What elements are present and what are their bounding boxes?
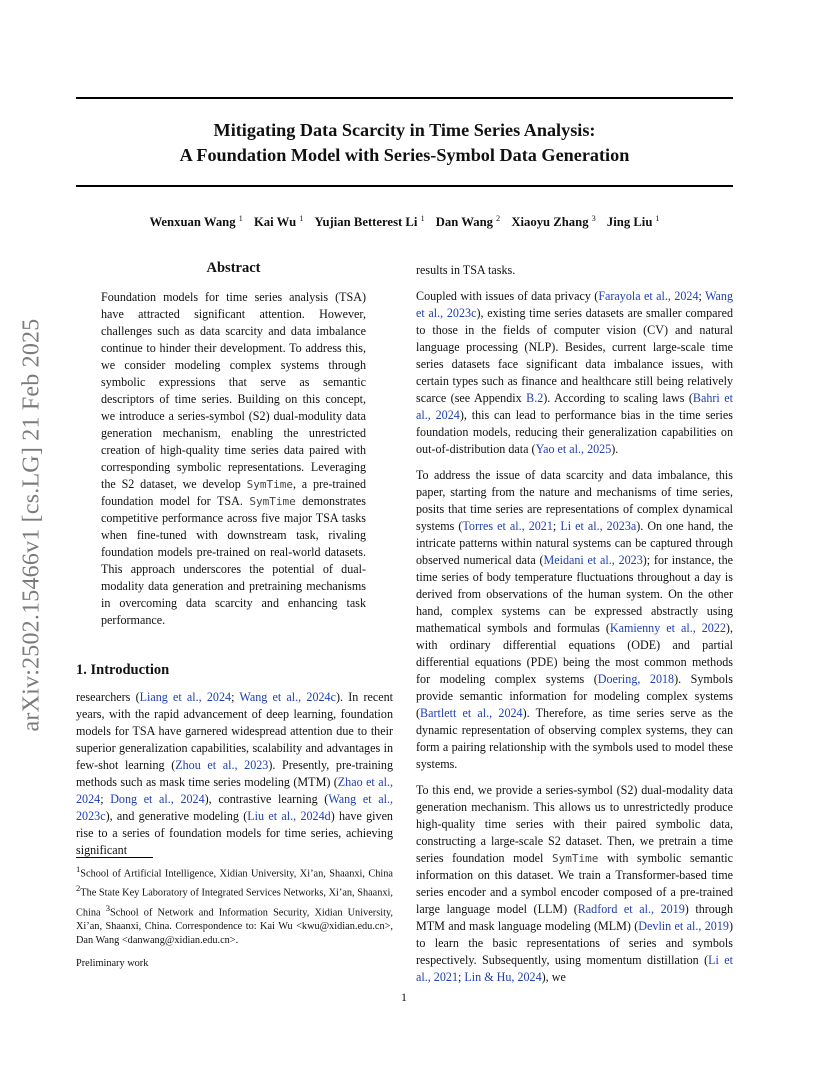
- citation-link[interactable]: Bartlett et al., 2024: [420, 706, 523, 720]
- citation-link[interactable]: Wang et al., 2023c: [416, 289, 733, 320]
- author: Yujian Betterest Li $^1$: [314, 214, 425, 230]
- title-bottom-rule: [76, 185, 733, 187]
- paragraph: Coupled with issues of data privacy (Farayola et al., 2024; Wang et al., 2023c), existing time series datasets are smaller compared to those in the fields of computer vision (CV) and natural language processing (NLP). Besides, current large-scale time series datasets face significant data imbalance issues, with certain types such as finance and healthcare still being relatively scarce (see Appendix B.2). According to scaling laws (Bahri et al., 2024), this can lead to performance bias in the time series foundation models, reducing their generalization capabilities on out-of-distribution data (Yao et al., 2025).: [416, 289, 733, 456]
- paper-title: [76, 118, 733, 168]
- citation-link[interactable]: Zhou et al., 2023: [175, 758, 269, 772]
- citation-link[interactable]: Liang et al., 2024: [139, 690, 232, 704]
- citation-link[interactable]: Torres et al., 2021: [462, 519, 553, 533]
- title-line-2: A Foundation Model with Series-Symbol Data Generation: [179, 145, 630, 165]
- author: Dan Wang $^2$: [435, 214, 501, 230]
- author: Jing Liu $^1$: [606, 214, 660, 230]
- citation-link[interactable]: Radford et al., 2019: [577, 902, 685, 916]
- page-number: 1: [401, 990, 407, 1004]
- citation-link[interactable]: Liu et al., 2024d: [247, 809, 331, 823]
- citation-link[interactable]: Meidani et al., 2023: [543, 553, 643, 567]
- citation-link[interactable]: Bahri et al., 2024: [416, 391, 733, 422]
- intro-paragraph: researchers (Liang et al., 2024; Wang et al., 2024c). In recent years, with the rapid advancement of deep learning, foundation models for TSA have garnered widespread attention due to their superior generalization capabilities, scalability and advantages in few-shot learning (Zhou et al., 2023). Presently, pre-training methods such as mask time series modeling (MTM) (Zhao et al., 2024; Dong et al., 2024), contrastive learning (Wang et al., 2023c), and generative modeling (Liu et al., 2024d) have given rise to a series of foundation models for time series, achieving significant: [76, 690, 394, 857]
- citation-link[interactable]: Yao et al., 2025: [535, 442, 612, 456]
- abstract-body: Foundation models for time series analysis (TSA) have attracted significant attention. However, challenges such as data scarcity and data imbalance continue to hinder their development. To address this, we consider modeling complex systems through symbolic expressions that serve as semantic descriptors of time series. Building on this concept, we introduce a series-symbol (S2) dual-modulity data generation mechanism, enabling the unrestricted creation of high-quality time series data paired with corresponding symbolic representations. Leveraging the S2 dataset, we develop SymTime, a pre-trained foundation model for TSA. SymTime demonstrates competitive performance across five major TSA tasks when fine-tuned with downstream task, rivaling foundation models pre-trained on real-world datasets. This approach underscores the potential of dual-modality data generation and pretraining mechanisms in overcoming data scarcity and enhancing task performance.: [101, 290, 366, 627]
- symtime-code: SymTime: [246, 478, 293, 491]
- arxiv-stamp-text: arXiv:2502.15466v1 [cs.LG] 21 Feb 2025: [18, 318, 45, 732]
- footnote-rule: [76, 857, 153, 858]
- citation-link[interactable]: Doering, 2018: [597, 672, 675, 686]
- citation-link[interactable]: Wang et al., 2023c: [76, 792, 393, 823]
- title-line-1: Mitigating Data Scarcity in Time Series Analysis:: [213, 120, 596, 140]
- citation-link[interactable]: Kamienny et al., 2022: [609, 621, 726, 635]
- citation-link[interactable]: Devlin et al., 2019: [638, 919, 729, 933]
- paragraph: To address the issue of data scarcity and data imbalance, this paper, starting from the nature and mechanisms of time series, posits that time series are representations of complex dynamical systems (Torres et al., 2021; Li et al., 2023a). On one hand, the intricate patterns within natural systems can be captured through observed numerical data (Meidani et al., 2023); for instance, the time series of body temperature fluctuations throughout a day is derived from observations of the human system. On the other hand, complex systems can be expressed abstractly using mathematical symbols and formulas (Kamienny et al., 2022), with ordinary differential equations (ODE) and partial differential equations (PDE) being the most common methods for modeling complex systems (Doering, 2018). Symbols provide semantic information for modeling complex systems (Bartlett et al., 2024). Therefore, as time series serve as the dynamic representation of observing complex systems, they can form a pairing relationship with the symbols used to model these systems.: [416, 468, 734, 771]
- citation-link[interactable]: Dong et al., 2024: [110, 792, 205, 806]
- abstract-heading: Abstract: [206, 260, 261, 276]
- citation-link[interactable]: Lin & Hu, 2024: [464, 970, 542, 984]
- author: Wenxuan Wang $^1$: [149, 214, 243, 230]
- paragraph: results in TSA tasks.: [416, 263, 516, 277]
- citation-link[interactable]: Li et al., 2021: [416, 953, 733, 984]
- arxiv-stamp: [16, 290, 48, 760]
- affiliations-footnote: $^1$School of Artificial Intelligence, Xidian University, Xi’an, Shaanxi, China $^2$The State Key Laboratory of Integrated Services Networks, Xi’an, Shaanxi, China $^3$School of Network and Information Security, Xidian University, Xi’an, Shaanxi, China. Correspondence to: Kai Wu <kwu@xidian.edu.cn>, Dan Wang <danwang@xidian.edu.cn>.: [76, 864, 393, 947]
- preliminary-note: Preliminary work: [76, 958, 149, 969]
- section-heading-introduction: 1. Introduction: [76, 662, 170, 678]
- citation-link[interactable]: Li et al., 2023a: [560, 519, 637, 533]
- citation-link[interactable]: Wang et al., 2024c: [239, 690, 336, 704]
- right-column: [416, 262, 733, 995]
- author: Kai Wu $^1$: [253, 214, 304, 230]
- citation-link[interactable]: Farayola et al., 2024: [598, 289, 699, 303]
- paragraph: To this end, we provide a series-symbol (S2) dual-modality data generation mechanism. This allows us to unrestrictedly produce high-quality time series with their paired symbolic data, constructing a large-scale S2 dataset. Then, we pretrain a time series foundation model SymTime with symbolic semantic information on this dataset. We train a Transformer-based time series encoder and a symbol encoder composed of a pre-trained large language model (LLM) (Radford et al., 2019) through MTM and mask language modeling (MLM) (Devlin et al., 2019) to learn the basic representations of series and symbols respectively. Subsequently, using momentum distillation (Li et al., 2021; Lin & Hu, 2024), we: [416, 783, 733, 984]
- author: Xiaoyu Zhang $^3$: [511, 214, 596, 230]
- appendix-link[interactable]: B.2: [526, 391, 544, 405]
- citation-link[interactable]: Zhao et al., 2024: [76, 775, 393, 806]
- symtime-code: SymTime: [551, 852, 599, 865]
- symtime-code: SymTime: [249, 495, 296, 508]
- top-rule: [76, 97, 733, 99]
- author-list: [76, 214, 733, 230]
